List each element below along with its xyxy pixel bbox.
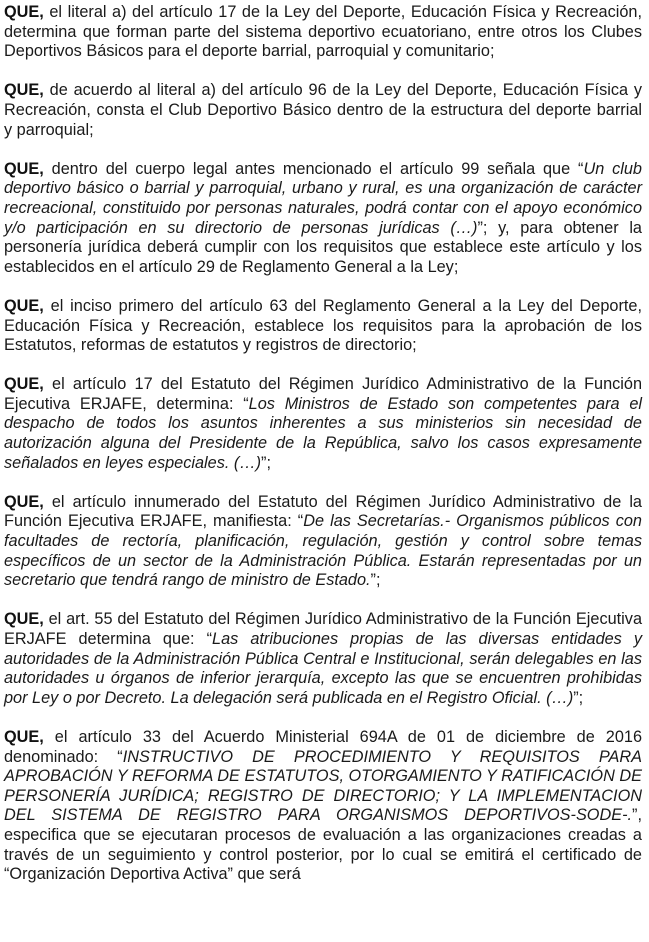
document-body [4,0,642,904]
paragraph-text: ”; [573,688,584,707]
que-keyword: QUE, [4,375,44,394]
paragraph-text: ”; [261,453,271,472]
considerando-paragraph-3 [4,160,642,278]
legal-quote: INSTRUCTIVO DE PROCEDIMIENTO Y REQUISITOS PARA APROBACIÓN Y REFORMA DE ESTATUTOS, OTORGAMIENTO Y RATIFICACIÓN DE PERSONERÍA JURÍDICA; REGISTRO DE DIRECTORIO; Y LA IMPLEMENTACION DEL SISTEMA DE REGISTRO PARA ORGANISMOS DEPORTIVOS-SODE-. [4,747,642,825]
que-keyword: QUE, [4,610,44,629]
considerando-paragraph-7 [4,610,642,708]
considerando-paragraph-8 [4,728,642,885]
paragraph-text: ”; y, para obtener la personería jurídica deberá cumplir con los requisitos que establece este artículo y los establecidos en el artículo 29 de Reglamento General a la Ley; [4,218,642,276]
paragraph-text: el artículo 17 del Estatuto del Régimen Jurídico Administrativo de la Función Ejecutiva ERJAFE, determina: “ [4,375,642,413]
que-keyword: QUE, [4,159,44,178]
considerando-paragraph-2 [4,81,642,140]
legal-quote: Un club deportivo básico o barrial y parroquial, urbano y rural, es una organización de carácter recreacional, constituido por personas naturales, podrá contar con el apoyo económico y/o participación en su directorio de personas jurídicas (…) [4,159,642,237]
considerando-paragraph-5 [4,375,642,473]
que-keyword: QUE, [4,492,44,511]
paragraph-text: el art. 55 del Estatuto del Régimen Jurídico Administrativo de la Función Ejecutiva ERJAFE determina que: “ [4,610,642,648]
que-keyword: QUE, [4,81,44,100]
paragraph-text: el artículo innumerado del Estatuto del Régimen Jurídico Administrativo de la Función Ejecutiva ERJAFE, manifiesta: “ [4,492,642,531]
paragraph-text: de acuerdo al literal a) del artículo 96 de la Ley del Deporte, Educación Física y Recreación, consta el Club Deportivo Básico dentro de la estructura del deporte barrial y parroquial; [4,81,642,139]
que-keyword: QUE, [4,296,44,315]
considerando-paragraph-1 [4,3,642,62]
paragraph-text: dentro del cuerpo legal antes mencionado el artículo 99 señala que “ [43,159,584,178]
paragraph-text: ”; [370,571,381,590]
legal-quote: Las atribuciones propias de las diversas entidades y autoridades de la Administración Pública Central e Institucional, serán delegables en las autoridades u órganos de inferior jerarquía, excepto las que se encuentren prohibidas por Ley o por Decreto. La delegación será publicada en el Registro Oficial. (…) [4,630,642,707]
legal-quote: De las Secretarías.- Organismos públicos con facultades de rectoría, planificación, regulación, gestión y control sobre temas específicos de un sector de la Administración Pública. Estarán representadas por un secretario que tendrá rango de ministro de Estado. [4,512,642,590]
considerando-paragraph-6 [4,493,642,591]
paragraph-text: el inciso primero del artículo 63 del Reglamento General a la Ley del Deporte, Educación Física y Recreación, establece los requisitos para la aprobación de los Estatutos, reformas de estatutos y registros de directorio; [4,296,642,355]
paragraph-text: el literal a) del artículo 17 de la Ley del Deporte, Educación Física y Recreación, determina que forman parte del sistema deportivo ecuatoriano, entre otros los Clubes Deportivos Básicos para el deporte barrial, parroquial y comunitario; [4,3,642,61]
que-keyword: QUE, [4,3,44,21]
legal-quote: Los Ministros de Estado son competentes para el despacho de todos los asuntos inherentes a sus ministerios sin necesidad de autorización alguna del Presidente de la República, salvo los casos expresamente señalados en leyes especiales. (…) [4,394,642,472]
considerando-paragraph-4 [4,297,642,356]
paragraph-text: ”, especifica que se ejecutaran procesos de evaluación a las organizaciones creadas a través de un seguimiento y control posterior, por lo cual se emitirá el certificado de “Organización Deportiva Activa” que será [4,806,642,884]
paragraph-text: el artículo 33 del Acuerdo Ministerial 694A de 01 de diciembre de 2016 denominado: “ [4,727,642,766]
que-keyword: QUE, [4,727,44,746]
